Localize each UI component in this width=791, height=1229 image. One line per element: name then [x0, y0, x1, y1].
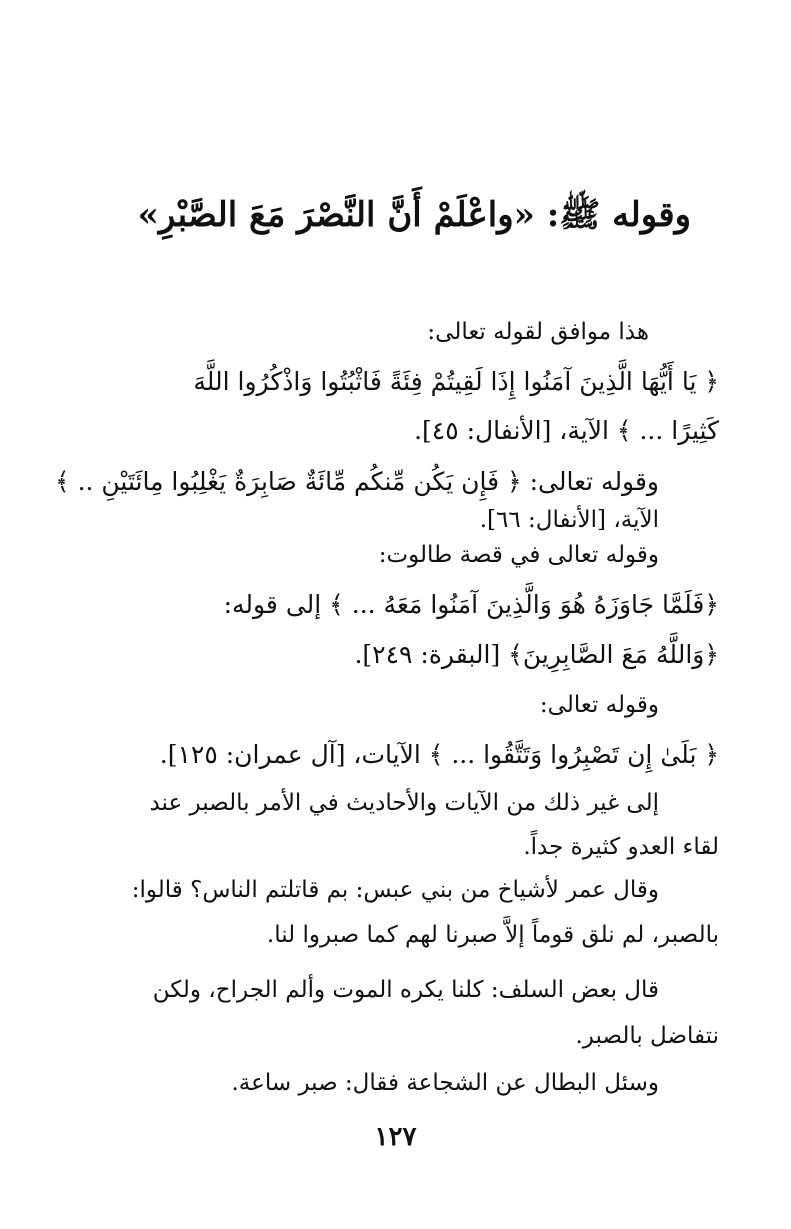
quran-verse-line: ﴿ يَا أَيُّهَا الَّذِينَ آمَنُوا إِذَا لَقِيتُمْ فِئَةً فَاثْبُتُوا وَاذْكُرُوا اللَّهَ — [193, 367, 719, 396]
text-line: قال بعض السلف: كلنا يكره الموت وألم الجراح، ولكن — [152, 977, 659, 1003]
text-line: نتفاضل بالصبر. — [575, 1023, 719, 1049]
text-line: هذا موافق لقوله تعالى: — [427, 319, 649, 345]
text-line: وقوله تعالى في قصة طالوت: — [378, 542, 659, 568]
text-line: بالصبر، لم نلق قوماً إلاَّ صبرنا لهم كما صبروا لنا. — [266, 922, 719, 948]
section-title: وقوله ﷺ: «واعْلَمْ أَنَّ النَّصْرَ مَعَ الصَّبْرِ» — [137, 195, 691, 235]
page-number: ١٢٧ — [374, 1122, 417, 1152]
quran-verse-line: ﴿وَاللَّهُ مَعَ الصَّابِرِينَ﴾ [البقرة: ٢٤٩]. — [354, 640, 719, 669]
quran-verse-line: كَثِيرًا ... ﴾ الآية، [الأنفال: ٤٥]. — [414, 416, 719, 445]
text-line: الآية، [الأنفال: ٦٦]. — [479, 507, 659, 533]
text-line: وقوله تعالى: ﴿ فَإِن يَكُن مِّنكُم مِّائَةٌ صَابِرَةٌ يَغْلِبُوا مِائَتَيْنِ .. ﴾ — [54, 467, 659, 496]
text-line: وقوله تعالى: — [539, 692, 659, 718]
quran-verse-line: ﴿ بَلَىٰ إِن تَصْبِرُوا وَتَتَّقُوا ... ﴾ الآيات، [آل عمران: ١٢٥]. — [159, 740, 719, 769]
text-line: إلى غير ذلك من الآيات والأحاديث في الأمر بالصبر عند — [149, 790, 659, 816]
text-line: لقاء العدو كثيرة جداً. — [523, 834, 719, 860]
text-line: وسئل البطال عن الشجاعة فقال: صبر ساعة. — [231, 1070, 659, 1096]
text-line: وقال عمر لأشياخ من بني عبس: بم قاتلتم الناس؟ قالوا: — [131, 877, 659, 903]
quran-verse-line: ﴿فَلَمَّا جَاوَزَهُ هُوَ وَالَّذِينَ آمَنُوا مَعَهُ ... ﴾ إلى قوله: — [223, 590, 719, 619]
